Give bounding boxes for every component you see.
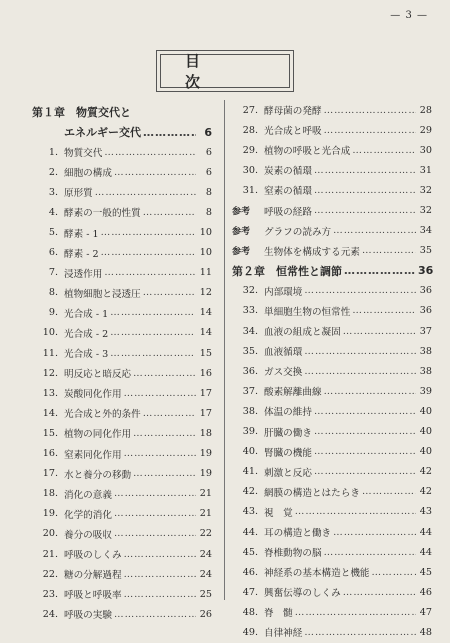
leader-dots xyxy=(324,105,416,116)
leader-dots xyxy=(124,569,196,580)
entry-page: 11 xyxy=(199,267,212,279)
entry-number: 37. xyxy=(242,385,258,397)
right-column xyxy=(232,100,432,643)
toc-entry xyxy=(32,202,212,222)
entry-number: 34. xyxy=(242,325,258,337)
chapter-2-label: 第２章 恒常性と調節 xyxy=(232,264,342,278)
leader-dots xyxy=(143,408,196,419)
leader-dots xyxy=(304,627,416,638)
leader-dots xyxy=(124,549,196,560)
entry-number: 18. xyxy=(42,488,58,500)
entry-page: 21 xyxy=(199,488,212,500)
entry-label: 細胞の構成 xyxy=(64,168,112,180)
entry-number: 5. xyxy=(48,227,58,239)
entry-page: 15 xyxy=(199,347,212,359)
entry-label: 血液の組成と凝固 xyxy=(264,327,341,339)
entry-page: 35 xyxy=(419,245,432,257)
entry-label: 酸素解離曲線 xyxy=(264,387,322,399)
entry-page: 19 xyxy=(199,468,212,480)
entry-label: 光合成と外的条件 xyxy=(64,409,141,421)
toc-entry xyxy=(232,221,432,241)
leader-dots xyxy=(110,307,196,318)
entry-label: 酵母菌の発酵 xyxy=(264,106,322,118)
entry-number: 19. xyxy=(42,508,58,520)
entry-label: 光合成と呼吸 xyxy=(264,126,322,138)
leader-dots xyxy=(304,346,416,357)
entry-page: 6 xyxy=(205,166,212,178)
right-item-list-b xyxy=(232,281,432,643)
entry-label: 光合成 - 3 xyxy=(64,349,109,361)
toc-entry xyxy=(32,544,212,564)
entry-number: 48. xyxy=(242,606,258,618)
entry-number: 41. xyxy=(242,466,258,478)
toc-entry xyxy=(232,301,432,321)
entry-label: ガス交換 xyxy=(264,367,303,379)
toc-entry xyxy=(232,622,432,642)
entry-label: 視 覚 xyxy=(264,507,293,519)
toc-entry xyxy=(232,401,432,421)
entry-page: 8 xyxy=(205,206,212,218)
entry-number: 43. xyxy=(242,506,258,518)
entry-label: 炭素の循環 xyxy=(264,166,312,178)
toc-entry xyxy=(232,582,432,602)
entry-page: 42 xyxy=(419,486,432,498)
toc-entry xyxy=(232,562,432,582)
toc-entry xyxy=(32,303,212,323)
toc-entry xyxy=(232,422,432,442)
toc-entry xyxy=(32,403,212,423)
entry-label: 血液循環 xyxy=(264,347,303,359)
column-divider xyxy=(224,100,225,600)
leader-dots xyxy=(324,547,416,558)
entry-page: 10 xyxy=(199,227,212,239)
entry-label: 原形質 xyxy=(64,188,93,200)
entry-page: 44 xyxy=(419,546,432,558)
toc-entry xyxy=(232,522,432,542)
entry-label: 光合成 - 1 xyxy=(64,308,109,320)
toc-entry xyxy=(232,361,432,381)
leader-dots xyxy=(143,126,196,139)
entry-number: 11. xyxy=(42,347,58,359)
entry-page: 40 xyxy=(419,426,432,438)
entry-page: 45 xyxy=(419,566,432,578)
leader-dots xyxy=(133,368,196,379)
toc-entry xyxy=(32,444,212,464)
entry-label: 興奮伝導のしくみ xyxy=(264,588,341,600)
entry-label: 浸透作用 xyxy=(64,268,103,280)
entry-number: 29. xyxy=(242,144,258,156)
entry-page: 32 xyxy=(419,184,432,196)
entry-label: 酵素の一般的性質 xyxy=(64,208,141,220)
toc-entry xyxy=(232,281,432,301)
entry-number: 33. xyxy=(242,305,258,317)
leader-dots xyxy=(343,587,416,598)
entry-label: 生物体を構成する元素 xyxy=(264,246,360,258)
entry-number: 35. xyxy=(242,345,258,357)
entry-number: 23. xyxy=(42,588,58,600)
entry-page: 22 xyxy=(199,528,212,540)
entry-page: 8 xyxy=(205,186,212,198)
entry-number: 参考 xyxy=(232,247,251,258)
toc-title: 目 次 xyxy=(160,54,290,88)
entry-label: 内部環境 xyxy=(264,286,303,298)
left-column xyxy=(32,100,212,624)
toc-entry xyxy=(32,524,212,544)
leader-dots xyxy=(352,305,416,316)
leader-dots xyxy=(101,247,196,258)
entry-number: 24. xyxy=(42,608,58,620)
leader-dots xyxy=(295,506,416,517)
leader-dots xyxy=(295,607,416,618)
entry-label: 体温の維持 xyxy=(264,407,312,419)
entry-number: 3. xyxy=(48,186,58,198)
entry-label: 光合成 - 2 xyxy=(64,328,109,340)
entry-page: 16 xyxy=(199,367,212,379)
entry-number: 30. xyxy=(242,164,258,176)
leader-dots xyxy=(124,589,196,600)
toc-entry xyxy=(32,584,212,604)
entry-page: 38 xyxy=(419,345,432,357)
entry-label: グラフの読み方 xyxy=(264,226,332,238)
toc-entry xyxy=(32,343,212,363)
entry-number: 27. xyxy=(242,104,258,116)
leader-dots xyxy=(314,185,416,196)
entry-number: 20. xyxy=(42,528,58,540)
entry-label: 呼吸の経路 xyxy=(264,206,312,218)
toc-entry xyxy=(232,482,432,502)
entry-number: 17. xyxy=(42,468,58,480)
entry-page: 32 xyxy=(419,205,432,217)
leader-dots xyxy=(333,527,416,538)
toc-entry xyxy=(32,363,212,383)
entry-number: 44. xyxy=(242,526,258,538)
entry-label: 網膜の構造とはたらき xyxy=(264,487,360,499)
toc-entry xyxy=(32,323,212,343)
entry-page: 12 xyxy=(199,287,212,299)
entry-page: 36 xyxy=(419,305,432,317)
toc-entry xyxy=(32,222,212,242)
entry-page: 47 xyxy=(419,606,432,618)
entry-page: 43 xyxy=(419,506,432,518)
entry-page: 26 xyxy=(199,608,212,620)
leader-dots xyxy=(104,147,196,158)
entry-page: 25 xyxy=(199,588,212,600)
leader-dots xyxy=(114,488,196,499)
entry-page: 17 xyxy=(199,407,212,419)
leader-dots xyxy=(124,448,196,459)
entry-page: 19 xyxy=(199,448,212,460)
toc-entry xyxy=(232,160,432,180)
toc-entry xyxy=(32,604,212,624)
entry-page: 18 xyxy=(199,427,212,439)
entry-number: 21. xyxy=(42,548,58,560)
chapter-1-heading-line1 xyxy=(32,102,212,122)
entry-number: 14. xyxy=(42,407,58,419)
entry-label: 神経系の基本構造と機能 xyxy=(264,568,370,580)
toc-entry xyxy=(32,263,212,283)
entry-number: 1. xyxy=(48,146,58,158)
entry-label: 単細胞生物の恒常性 xyxy=(264,306,351,318)
entry-page: 30 xyxy=(419,144,432,156)
left-item-list xyxy=(32,142,212,624)
leader-dots xyxy=(124,388,196,399)
entry-number: 22. xyxy=(42,568,58,580)
entry-page: 14 xyxy=(199,307,212,319)
entry-label: 呼吸のしくみ xyxy=(64,550,122,562)
entry-label: 酵素 - 1 xyxy=(64,228,99,240)
leader-dots xyxy=(314,406,416,417)
entry-number: 4. xyxy=(48,206,58,218)
entry-page: 34 xyxy=(419,225,432,237)
leader-dots xyxy=(101,227,196,238)
leader-dots xyxy=(110,327,196,338)
entry-label: 脊椎動物の脳 xyxy=(264,548,322,560)
toc-entry xyxy=(32,564,212,584)
leader-dots xyxy=(324,125,416,136)
entry-label: 養分の吸収 xyxy=(64,529,112,541)
entry-number: 38. xyxy=(242,405,258,417)
entry-number: 31. xyxy=(242,184,258,196)
entry-number: 6. xyxy=(48,247,58,259)
leader-dots xyxy=(114,508,196,519)
entry-label: 植物細胞と浸透圧 xyxy=(64,288,141,300)
toc-title-box xyxy=(156,50,294,92)
entry-number: 7. xyxy=(48,267,58,279)
entry-number: 28. xyxy=(242,124,258,136)
entry-number: 参考 xyxy=(232,227,251,238)
leader-dots xyxy=(324,386,416,397)
entry-page: 6 xyxy=(205,146,212,158)
toc-entry xyxy=(32,182,212,202)
entry-page: 14 xyxy=(199,327,212,339)
leader-dots xyxy=(143,207,196,218)
toc-entry xyxy=(232,341,432,361)
entry-number: 2. xyxy=(48,166,58,178)
entry-number: 10. xyxy=(42,327,58,339)
toc-entry xyxy=(232,140,432,160)
toc-entry xyxy=(32,162,212,182)
entry-label: 水と養分の移動 xyxy=(64,469,132,481)
entry-label: 呼吸の実験 xyxy=(64,610,112,622)
entry-page: 46 xyxy=(419,586,432,598)
entry-label: 刺激と反応 xyxy=(264,467,312,479)
entry-number: 12. xyxy=(42,367,58,379)
entry-page: 48 xyxy=(419,626,432,638)
entry-number: 49. xyxy=(242,626,258,638)
entry-page: 24 xyxy=(199,548,212,560)
page-number: — 3 — xyxy=(390,10,428,21)
leader-dots xyxy=(133,468,196,479)
toc-entry xyxy=(32,142,212,162)
entry-label: 化学的消化 xyxy=(64,509,112,521)
leader-dots xyxy=(344,264,416,277)
chapter-1-label2: エネルギー交代 xyxy=(64,126,141,140)
toc-entry xyxy=(32,243,212,263)
entry-label: 腎臓の機能 xyxy=(264,447,312,459)
toc-entry xyxy=(232,180,432,200)
entry-page: 31 xyxy=(419,164,432,176)
toc-entry xyxy=(32,504,212,524)
leader-dots xyxy=(314,426,416,437)
leader-dots xyxy=(362,486,416,497)
toc-entry xyxy=(232,381,432,401)
toc-entry xyxy=(32,464,212,484)
entry-label: 脊 髄 xyxy=(264,608,293,620)
leader-dots xyxy=(314,466,416,477)
toc-entry xyxy=(232,200,432,220)
entry-page: 44 xyxy=(419,526,432,538)
entry-number: 47. xyxy=(242,586,258,598)
leader-dots xyxy=(372,567,416,578)
entry-page: 36 xyxy=(419,285,432,297)
entry-number: 45. xyxy=(242,546,258,558)
entry-label: 耳の構造と働き xyxy=(264,528,332,540)
leader-dots xyxy=(314,165,416,176)
entry-number: 8. xyxy=(48,287,58,299)
leader-dots xyxy=(95,187,196,198)
entry-number: 13. xyxy=(42,387,58,399)
entry-label: 物質交代 xyxy=(64,148,103,160)
leader-dots xyxy=(314,446,416,457)
entry-page: 39 xyxy=(419,385,432,397)
chapter-2-page: 36 xyxy=(418,264,434,278)
entry-label: 窒素同化作用 xyxy=(64,449,122,461)
entry-page: 21 xyxy=(199,508,212,520)
entry-label: 明反応と暗反応 xyxy=(64,369,132,381)
entry-label: 糖の分解過程 xyxy=(64,570,122,582)
entry-number: 32. xyxy=(242,285,258,297)
entry-page: 29 xyxy=(419,124,432,136)
entry-number: 参考 xyxy=(232,207,251,218)
chapter-1-page: 6 xyxy=(204,125,212,139)
leader-dots xyxy=(110,348,196,359)
entry-number: 9. xyxy=(48,307,58,319)
leader-dots xyxy=(362,245,416,256)
toc-entry xyxy=(232,120,432,140)
entry-number: 39. xyxy=(242,426,258,438)
entry-number: 16. xyxy=(42,448,58,460)
entry-label: 肝臓の働き xyxy=(264,427,312,439)
entry-page: 38 xyxy=(419,365,432,377)
entry-number: 15. xyxy=(42,427,58,439)
entry-page: 28 xyxy=(419,104,432,116)
entry-label: 植物の同化作用 xyxy=(64,429,132,441)
leader-dots xyxy=(304,285,416,296)
entry-label: 呼吸と呼吸率 xyxy=(64,590,122,602)
toc-entry xyxy=(232,321,432,341)
entry-number: 46. xyxy=(242,566,258,578)
toc-entry xyxy=(32,423,212,443)
chapter-1-label: 第１章 物質交代と xyxy=(32,106,131,119)
leader-dots xyxy=(304,366,416,377)
leader-dots xyxy=(114,167,196,178)
entry-label: 酵素 - 2 xyxy=(64,248,99,260)
entry-page: 24 xyxy=(199,568,212,580)
entry-page: 40 xyxy=(419,405,432,417)
entry-label: 炭酸同化作用 xyxy=(64,389,122,401)
toc-entry xyxy=(32,283,212,303)
entry-page: 37 xyxy=(419,325,432,337)
toc-entry xyxy=(232,602,432,622)
entry-label: 消化の意義 xyxy=(64,489,112,501)
toc-entry xyxy=(232,100,432,120)
chapter-2-heading xyxy=(232,261,432,281)
leader-dots xyxy=(114,609,196,620)
toc-entry xyxy=(232,442,432,462)
toc-entry xyxy=(232,241,432,261)
chapter-1-heading-line2 xyxy=(32,122,212,142)
entry-label: 植物の呼吸と光合成 xyxy=(264,146,351,158)
entry-number: 40. xyxy=(242,446,258,458)
toc-entry xyxy=(232,542,432,562)
leader-dots xyxy=(143,287,196,298)
leader-dots xyxy=(352,145,416,156)
entry-page: 40 xyxy=(419,446,432,458)
leader-dots xyxy=(133,428,196,439)
entry-number: 36. xyxy=(242,365,258,377)
right-item-list-a xyxy=(232,100,432,261)
leader-dots xyxy=(314,205,416,216)
toc-entry xyxy=(32,484,212,504)
toc-entry xyxy=(232,502,432,522)
leader-dots xyxy=(104,267,196,278)
leader-dots xyxy=(343,326,416,337)
leader-dots xyxy=(114,528,196,539)
entry-label: 窒素の循環 xyxy=(264,186,312,198)
entry-page: 10 xyxy=(199,247,212,259)
entry-page: 17 xyxy=(199,387,212,399)
entry-page: 42 xyxy=(419,466,432,478)
entry-label: 自律神経 xyxy=(264,628,303,640)
leader-dots xyxy=(333,225,416,236)
toc-entry xyxy=(232,462,432,482)
entry-number: 42. xyxy=(242,486,258,498)
toc-entry xyxy=(32,383,212,403)
